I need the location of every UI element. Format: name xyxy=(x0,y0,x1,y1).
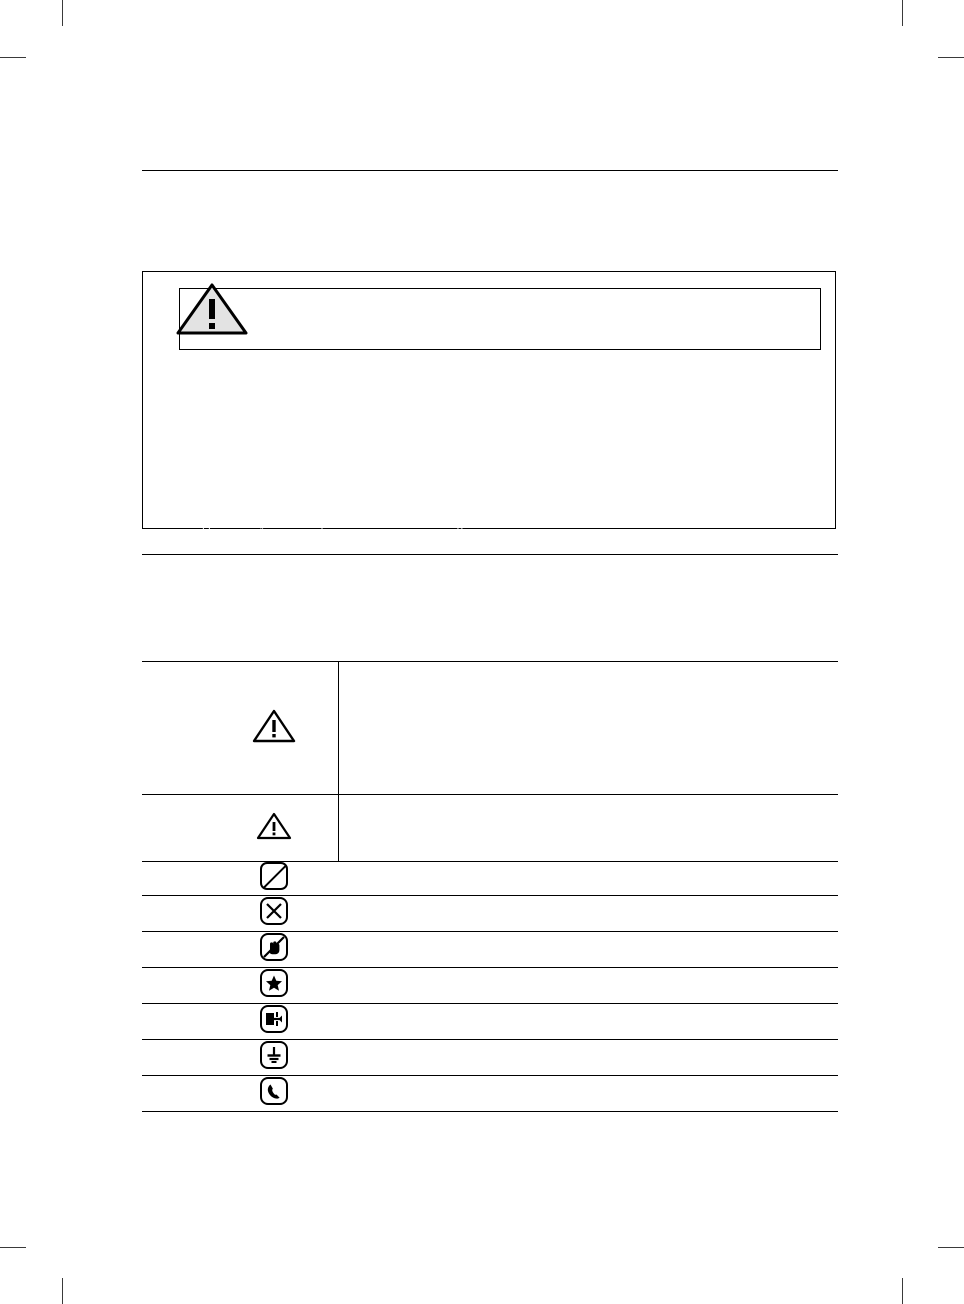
do-not-attempt-icon xyxy=(260,862,288,890)
row-spacer xyxy=(142,1076,210,1112)
safety-symbol-table xyxy=(142,661,838,1112)
crop-mark-top-right xyxy=(902,0,903,26)
symbol-cell-unplug-power xyxy=(210,1004,339,1040)
table-row xyxy=(142,1004,838,1040)
symbol-meaning xyxy=(339,795,839,862)
symbol-meaning: Do NOT attempt. xyxy=(339,862,839,896)
row-spacer xyxy=(142,1040,210,1076)
symbol-label: CAUTION xyxy=(353,820,407,835)
caution-triangle-icon xyxy=(255,811,293,841)
row-spacer xyxy=(142,1004,210,1040)
symbol-text: Hazards or unsafe practices that may result in personal injury and/or property damage. xyxy=(410,820,825,835)
symbol-text: Hazards or unsafe practices that may result in severe personal injury, property damage, and/or death. xyxy=(353,711,830,744)
table-row xyxy=(142,862,838,896)
crop-mark-left-bottom xyxy=(0,1247,26,1248)
table-row xyxy=(142,795,838,862)
crop-mark-left-top xyxy=(0,57,26,58)
section-title: Important safety symbols and precautions xyxy=(142,575,393,591)
symbol-cell-caution xyxy=(210,795,339,862)
warning-notice-text xyxy=(179,368,819,540)
row-spacer xyxy=(142,862,210,896)
warning-label: WARNING xyxy=(243,292,306,307)
warning-triangle-icon xyxy=(251,708,297,744)
table-row xyxy=(142,1040,838,1076)
call-service-center-icon xyxy=(259,1076,289,1106)
symbol-meaning: Call the service center for help. xyxy=(339,1076,839,1112)
warning-paragraph: In order to avoid the creation of a flammable gas air mixture if a leak in the refrigerating circuit occurs, the size of the room in which the appliance may be sited depends on the amount of refrigerant used. xyxy=(179,494,818,530)
table-row xyxy=(142,968,838,1004)
symbol-cell-follow-directions xyxy=(210,968,339,1004)
symbol-cell-do-not-disassemble xyxy=(210,896,339,932)
warning-paragraph: This appliance contains a small amount of isobutane refrigerant (R600a), a natural gas with high environmental compatibility, but it is also combustible. When transporting and installing the appliance, care should be taken to ensure that no parts of the refrigerating circuit are damaged. xyxy=(179,372,812,430)
symbol-meaning: Do NOT disassemble. xyxy=(339,896,839,932)
section-subtext: Please follow all safety instructions in this manual carefully. This manual uses the following safety symbols. xyxy=(142,614,663,628)
symbol-meaning: Do NOT touch. xyxy=(339,932,839,968)
row-spacer xyxy=(142,932,210,968)
row-spacer xyxy=(142,795,210,862)
symbol-meaning: Make sure the machine is grounded to prevent electric shock. xyxy=(339,1040,839,1076)
do-not-disassemble-icon xyxy=(259,896,289,926)
warning-notice-box xyxy=(142,271,836,529)
crop-mark-top-left xyxy=(62,0,63,26)
table-row xyxy=(142,662,838,795)
warning-triangle-icon xyxy=(175,281,249,337)
follow-directions-icon xyxy=(259,968,289,998)
symbol-meaning: Follow directions explicitly. xyxy=(339,968,839,1004)
crop-mark-right-bottom xyxy=(938,1247,964,1248)
crop-mark-bottom-left xyxy=(62,1278,63,1304)
do-not-touch-icon xyxy=(259,932,289,962)
warning-paragraph: Refrigerant squirting out of the pipes could ignite or cause an eye injury. If a leak is detected, avoid any naked flames or potential sources of ignition and air the room in which the appliance is standing for several minutes. xyxy=(179,444,802,480)
crop-mark-right-top xyxy=(938,57,964,58)
symbol-cell-call-service xyxy=(210,1076,339,1112)
symbol-cell-ground-wire xyxy=(210,1040,339,1076)
unplug-power-icon xyxy=(259,1004,289,1034)
row-spacer xyxy=(142,662,210,795)
rule-under-title xyxy=(142,170,838,171)
row-spacer xyxy=(142,968,210,1004)
symbol-label: WARNING xyxy=(353,711,410,725)
ground-wire-icon xyxy=(259,1040,289,1070)
page-title: Safety information xyxy=(142,128,255,144)
table-row xyxy=(142,1076,838,1112)
symbol-meaning: Unplug the power plug from the wall socket. xyxy=(339,1004,839,1040)
symbol-cell-do-not-attempt xyxy=(210,862,339,896)
table-row xyxy=(142,932,838,968)
table-row xyxy=(142,896,838,932)
symbol-meaning xyxy=(339,662,839,795)
symbol-cell-warning xyxy=(210,662,339,795)
rule-above-section xyxy=(142,554,838,555)
row-spacer xyxy=(142,896,210,932)
symbol-cell-do-not-touch xyxy=(210,932,339,968)
crop-mark-bottom-right xyxy=(902,1278,903,1304)
